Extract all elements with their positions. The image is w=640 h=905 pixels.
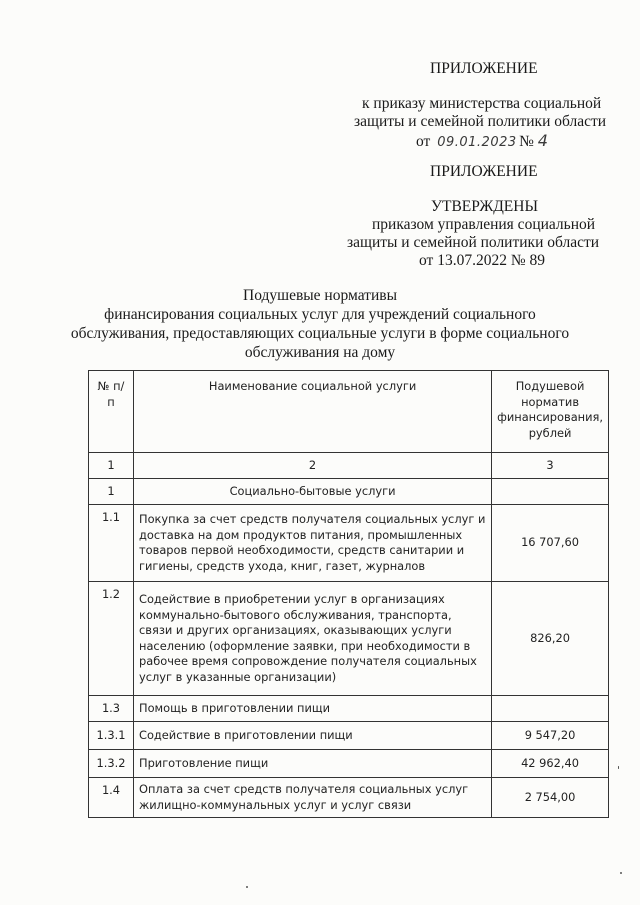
row-service-name: Оплата за счет средств получателя социальных услуг жилищно-коммунальных услуг и услуг связи [134, 778, 492, 818]
date-prefix: от [416, 133, 431, 150]
appendix-title-1: ПРИЛОЖЕНИЕ [430, 60, 538, 77]
handwritten-number: 4 [537, 131, 549, 150]
row-norm-value: 826,20 [492, 582, 609, 696]
approved-line-2: защиты и семейной политики области [347, 234, 600, 251]
table-row [89, 778, 609, 818]
row-service-name: Приготовление пищи [134, 750, 492, 778]
row-norm-value: 9 547,20 [492, 722, 609, 750]
header-col-norm: Подушевой норматив финансирования, рублей [492, 371, 609, 453]
row-number: 1.3.2 [89, 750, 134, 778]
appendix-ref-line-1: к приказу министерства социальной [362, 95, 602, 112]
table-row [89, 696, 609, 722]
appendix-date-line [416, 131, 548, 151]
row-service-name: Содействие в приготовлении пищи [134, 722, 492, 750]
appendix-ref-line-2: защиты и семейной политики области [354, 113, 607, 130]
row-norm-value: 42 962,40 [492, 750, 609, 778]
handwritten-date: 09.01.2023 [437, 135, 517, 150]
row-norm-value [492, 696, 609, 722]
approved-line-1: приказом управления социальной [372, 216, 596, 233]
row-service-name: Покупка за счет средств получателя социальных услуг и доставка на дом продуктов питания, промышленных товаров первой необходимости, средств санитарии и гигиены, средств ухода, книг, газет, журналов [134, 505, 492, 582]
table-row [89, 582, 609, 696]
row-service-name: Социально-бытовые услуги [134, 479, 492, 505]
document-title-line-4: обслуживания на дому [244, 344, 396, 361]
row-number: 1.4 [89, 778, 134, 818]
appendix-title-2: ПРИЛОЖЕНИЕ [430, 163, 538, 180]
row-number: 1 [89, 479, 134, 505]
scan-speck [246, 886, 248, 888]
scan-speck [618, 766, 619, 769]
row-norm-value: 16 707,60 [492, 505, 609, 582]
numbering-cell-2: 2 [134, 453, 492, 479]
table-numbering-row [89, 453, 609, 479]
table-row [89, 722, 609, 750]
table-row [89, 505, 609, 582]
row-number: 1.1 [89, 505, 134, 582]
document-title-line-2: финансирования социальных услуг для учреждений социального [104, 306, 536, 323]
document-title-line-1: Подушевые нормативы [243, 287, 397, 304]
row-number: 1.3 [89, 696, 134, 722]
numbering-cell-3: 3 [492, 453, 609, 479]
row-service-name: Помощь в приготовлении пищи [134, 696, 492, 722]
header-col-service-name: Наименование социальной услуги [134, 371, 492, 453]
row-number: 1.3.1 [89, 722, 134, 750]
row-norm-value [492, 479, 609, 505]
scan-speck [620, 872, 622, 874]
table-row [89, 479, 609, 505]
norms-table [88, 370, 609, 818]
document-title [60, 286, 580, 362]
approved-label: УТВЕРЖДЕНЫ [431, 198, 538, 215]
header-col-number: № п/п [89, 371, 134, 453]
table-row [89, 750, 609, 778]
row-service-name: Содействие в приобретении услуг в организациях коммунально-бытового обслуживания, транспорта, связи и других организациях, оказывающих услуги населению (оформление заявки, при необходимости в рабочее время сопровождение получателя социальных услуг в указанные организации) [134, 582, 492, 696]
row-number: 1.2 [89, 582, 134, 696]
number-label: № [519, 133, 534, 150]
table-header-row [89, 371, 609, 453]
approved-line-3: от 13.07.2022 № 89 [419, 252, 545, 269]
numbering-cell-1: 1 [89, 453, 134, 479]
row-norm-value: 2 754,00 [492, 778, 609, 818]
document-title-line-3: обслуживания, предоставляющих социальные услуги в форме социального [70, 325, 570, 342]
